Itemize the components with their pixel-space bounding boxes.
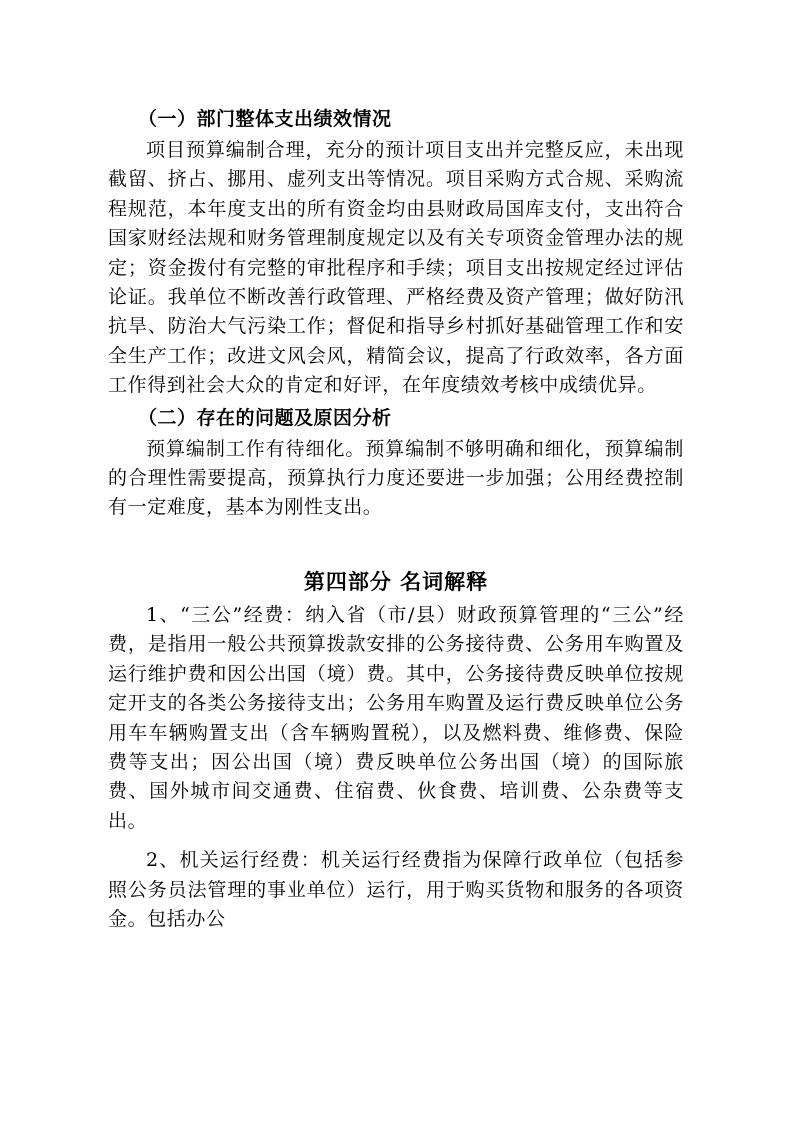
overall-performance-paragraph: 项目预算编制合理，充分的预计项目支出并完整反应，未出现截留、挤占、挪用、虚列支出等情况。项目采购方式合规、采购流程规范，本年度支出的所有资金均由县财政局国库支付，支出符合国家财经法规和财务管理制度规定以及有关专项资金管理办法的规定；资金拨付有完整的审批程序和手续；项目支出按规定经过评估论证。我单位不断改善行政管理、严格经费及资产管理；做好防汛抗旱、防治大气污染工作；督促和指导乡村抓好基础管理工作和安全生产工作；改进文风会风，精简会议，提高了行政效率，各方面工作得到社会大众的肯定和好评，在年度绩效考核中成绩优异。	[108, 139, 684, 397]
page-content	[108, 104, 684, 934]
section-heading-overall-performance: （一）部门整体支出绩效情况	[138, 108, 392, 130]
section-heading-problems-analysis: （二）存在的问题及原因分析	[138, 406, 392, 429]
part-four-title: 第四部分 名词解释	[303, 569, 489, 594]
term-definition-three-public-funds: 1、“三公”经费：纳入省（市/县）财政预算管理的“三公”经费，是指用一般公共预算拨款安排的公务接待费、公务用车购置及运行维护费和因公出国（境）费。其中，公务接待费反映单位按规定开支的各类公务接待支出；公务用车购置及运行费反映单位公务用车车辆购置支出（含车辆购置税），以及燃料费、维修费、保险费等支出；因公出国（境）费反映单位公务出国（境）的国际旅费、国外城市间交通费、住宿费、伙食费、培训费、公杂费等支出。	[108, 603, 684, 832]
problems-analysis-paragraph: 预算编制工作有待细化。预算编制不够明确和细化，预算编制的合理性需要提高，预算执行力度还要进一步加强；公用经费控制有一定难度，基本为刚性支出。	[108, 437, 684, 519]
term-definition-agency-operating-funds: 2、机关运行经费：机关运行经费指为保障行政单位（包括参照公务员法管理的事业单位）运行，用于购买货物和服务的各项资金。包括办公	[108, 849, 684, 930]
